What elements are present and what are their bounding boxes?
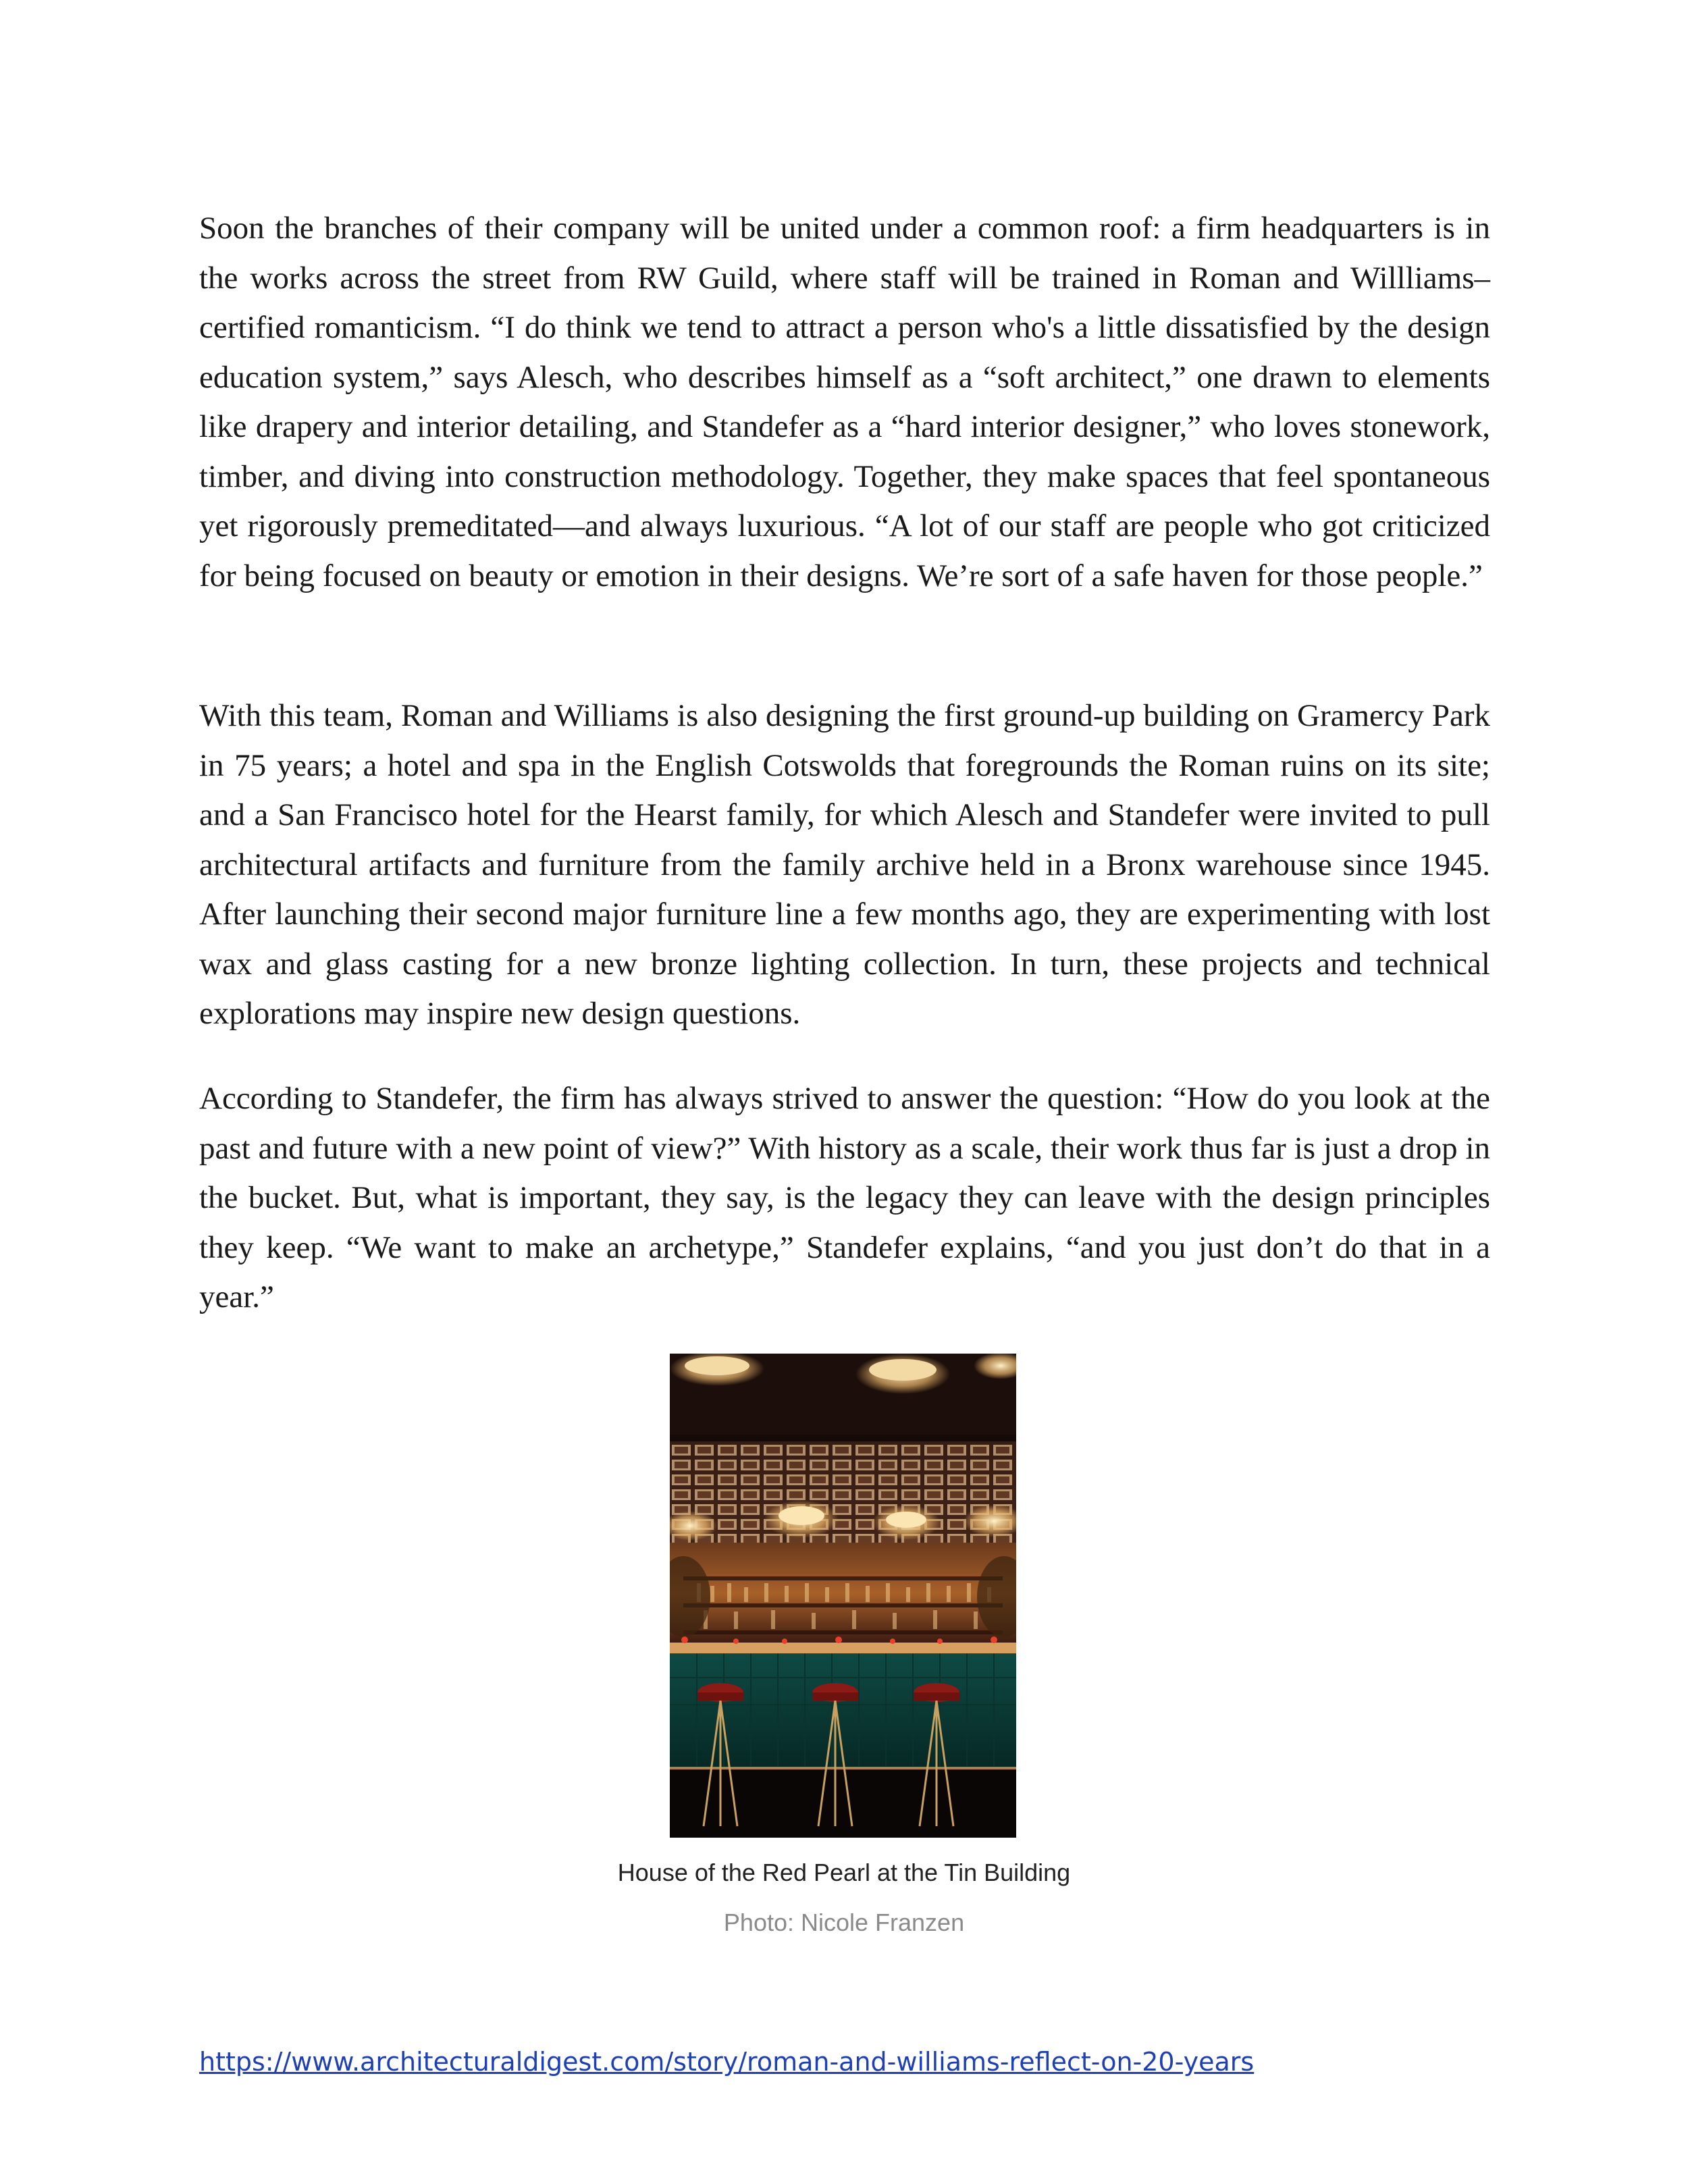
- bar-interior-photo: [670, 1354, 1016, 1838]
- photo-credit: Photo: Nicole Franzen: [723, 1909, 965, 1936]
- article-paragraph-1: Soon the branches of their company will be united under a common roof: a firm headquarters is in the works across the street from RW Guild, where staff will be trained in Roman and Willliams–certified romanticism. “I do think we tend to attract a person who's a little dissatisfied by the design education system,” says Alesch, who describes himself as a “soft architect,” one drawn to elements like drapery and interior detailing, and Standefer as a “hard interior designer,” who loves stonework, timber, and diving into construction methodology. Together, they make spaces that feel spontaneous yet rigorously premeditated—and always luxurious. “A lot of our staff are people who got criticized for being focused on beauty or emotion in their designs. We’re sort of a safe haven for those people.”: [199, 211, 1490, 593]
- article-paragraph-3: According to Standefer, the firm has always strived to answer the question: “How do you look at the past and future with a new point of view?” With history as a scale, their work thus far is just a drop in the bucket. But, what is important, they say, is the legacy they can leave with the design principles they keep. “We want to make an archetype,” Standefer explains, “and you just don’t do that in a year.”: [199, 1081, 1490, 1314]
- article-paragraph-2: With this team, Roman and Williams is also designing the first ground-up building on Gramercy Park in 75 years; a hotel and spa in the English Cotswolds that foregrounds the Roman ruins on its site; and a San Francisco hotel for the Hearst family, for which Alesch and Standefer were invited to pull architectural artifacts and furniture from the family archive held in a Bronx warehouse since 1945. After launching their second major furniture line a few months ago, they are experimenting with lost wax and glass casting for a new bronze lighting collection. In turn, these projects and technical explorations may inspire new design questions.: [199, 698, 1490, 1031]
- source-link[interactable]: https://www.architecturaldigest.com/story/roman-and-williams-reflect-on-20-years: [199, 2047, 1255, 2077]
- figure-caption: House of the Red Pearl at the Tin Building: [617, 1859, 1071, 1886]
